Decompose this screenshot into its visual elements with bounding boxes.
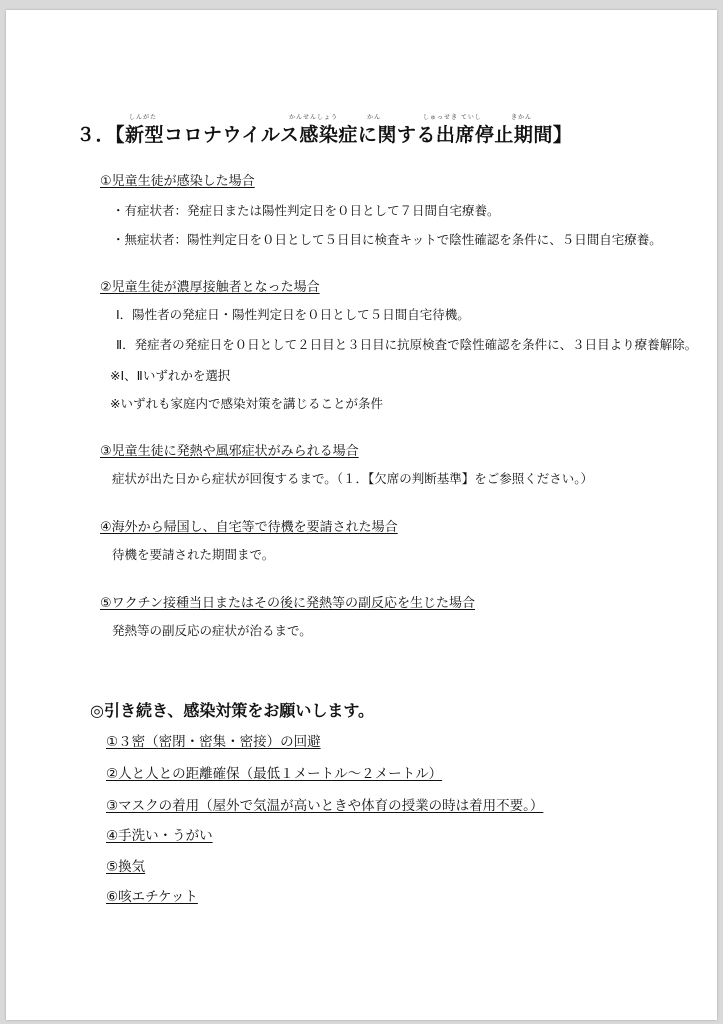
section-5-line-1: 発熱等の副反応の症状が治るまで。 — [112, 623, 312, 638]
measure-item-5: ⑤換気 — [106, 859, 146, 875]
section-4-heading: ④海外から帰国し、自宅等で待機を要請された場合 — [100, 520, 398, 535]
measure-item-4: ④手洗い・うがい — [106, 828, 213, 844]
title-ruby-5: きかん — [511, 114, 533, 121]
measure-item-3: ③マスクの着用（屋外で気温が高いときや体育の授業の時は着用不要。） — [106, 798, 544, 814]
document-page — [6, 10, 717, 1020]
section-5-heading: ⑤ワクチン接種当日またはその後に発熱等の副反応を生じた場合 — [100, 596, 476, 611]
measure-item-1: ①３密（密閉・密集・密接）の回避 — [106, 734, 321, 750]
measure-item-6: ⑥咳エチケット — [106, 889, 198, 905]
section-2-line-1: Ⅰ．陽性者の発症日・陽性判定日を０日として５日間自宅待機。 — [116, 307, 470, 322]
section-1-heading: ①児童生徒が感染した場合 — [100, 174, 255, 189]
section-2-note-2: ※いずれも家庭内で感染対策を講じることが条件 — [110, 396, 383, 411]
title-ruby-2: かんせんしょう — [289, 114, 339, 121]
section-2-heading: ②児童生徒が濃厚接触者となった場合 — [100, 280, 320, 295]
title-ruby-4: しゅっせき ていし — [423, 114, 482, 121]
measures-title: ◎引き続き、感染対策をお願いします。 — [90, 701, 375, 720]
title-ruby-3: かん — [367, 114, 382, 121]
section-1-line-2: ・無症状者：陽性判定日を０日として５日目に検査キットで陰性確認を条件に、５日間自宅療養。 — [112, 232, 662, 247]
section-3-heading: ③児童生徒に発熱や風邪症状がみられる場合 — [100, 444, 359, 459]
section-3-line-1: 症状が出た日から症状が回復するまで。（１．【欠席の判断基準】をご参照ください。） — [112, 471, 594, 486]
section-4-line-1: 待機を要請された期間まで。 — [112, 547, 275, 562]
title-ruby-1: しんがた — [129, 114, 158, 121]
section-1-line-1: ・有症状者：発症日または陽性判定日を０日として７日間自宅療養。 — [112, 203, 500, 218]
section-2-line-2: Ⅱ．発症者の発症日を０日として２日目と３日目に抗原検査で陰性確認を条件に、３日目より療養解除。 — [116, 337, 698, 352]
section-2-note-1: ※Ⅰ、Ⅱいずれかを選択 — [110, 368, 231, 383]
page-title: ３．【新型コロナウイルス感染症に関する出席停止期間】 — [76, 124, 573, 146]
measure-item-2: ②人と人との距離確保（最低１メートル～２メートル） — [106, 766, 443, 782]
